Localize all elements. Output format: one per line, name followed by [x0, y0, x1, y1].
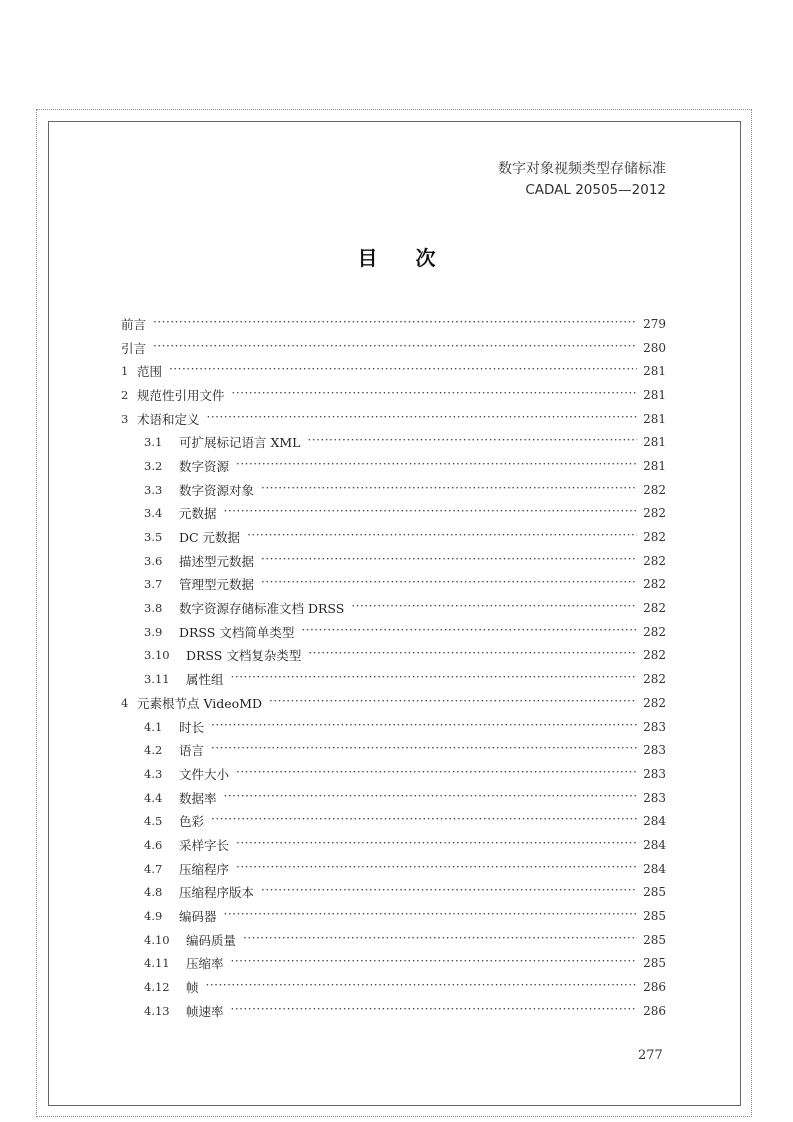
- toc-entry[interactable]: [121, 833, 666, 857]
- toc-entry[interactable]: [121, 809, 666, 833]
- toc-entry-page: 283: [643, 790, 666, 805]
- toc-entry-number: 4.11: [144, 956, 170, 971]
- toc-entry-page: 282: [643, 530, 666, 545]
- toc-entry-page: 282: [643, 695, 666, 710]
- toc-heading: 目次: [357, 246, 474, 270]
- toc-entry-label: 元数据: [179, 506, 217, 522]
- toc-entry[interactable]: [121, 644, 666, 668]
- toc-entry-page: 286: [643, 980, 666, 995]
- toc-entry-label: 前言: [121, 316, 147, 332]
- toc-dot-leader: [243, 933, 637, 947]
- toc-entry-page: 285: [643, 885, 666, 900]
- toc-entry-page: 283: [643, 719, 666, 734]
- toc-entry[interactable]: [121, 904, 666, 928]
- toc-entry-page: 282: [643, 648, 666, 663]
- toc-dot-leader: [261, 483, 637, 497]
- toc-entry-page: 281: [643, 364, 666, 379]
- toc-entry-page: 282: [643, 624, 666, 639]
- toc-dot-leader: [236, 459, 637, 473]
- toc-dot-leader: [269, 696, 637, 710]
- toc-entry-page: 285: [643, 932, 666, 947]
- toc-entry-label: 管理型元数据: [179, 577, 255, 593]
- toc-dot-leader: [261, 885, 637, 899]
- toc-dot-leader: [224, 909, 637, 923]
- toc-dot-leader: [351, 601, 637, 615]
- toc-dot-leader: [231, 1004, 637, 1018]
- toc-entry[interactable]: [121, 359, 666, 383]
- toc-entry[interactable]: [121, 786, 666, 810]
- toc-entry[interactable]: [121, 975, 666, 999]
- toc-dot-leader: [224, 506, 637, 520]
- toc-entry-label: 数字资源存储标准文档 DRSS: [179, 601, 345, 617]
- toc-entry[interactable]: [121, 667, 666, 691]
- toc-entry-label: 文件大小: [179, 766, 230, 782]
- toc-entry[interactable]: [121, 596, 666, 620]
- toc-entry-number: 3.2: [144, 458, 163, 473]
- toc-entry[interactable]: [121, 383, 666, 407]
- toc-entry-number: 4.13: [144, 1003, 170, 1018]
- toc-entry[interactable]: [121, 691, 666, 715]
- document-header: [498, 158, 666, 200]
- toc-entry-page: 285: [643, 956, 666, 971]
- toc-entry-page: 283: [643, 766, 666, 781]
- toc-dot-leader: [301, 625, 637, 639]
- toc-entry[interactable]: [121, 857, 666, 881]
- toc-entry-page: 281: [643, 435, 666, 450]
- toc-dot-leader: [231, 672, 637, 686]
- toc-entry-page: 280: [643, 340, 666, 355]
- toc-entry-number: 4.5: [144, 814, 163, 829]
- toc-entry-number: 4: [121, 695, 129, 710]
- toc-dot-leader: [153, 341, 637, 355]
- toc-entry[interactable]: [121, 430, 666, 454]
- toc-dot-leader: [236, 767, 637, 781]
- toc-entry-number: 3.8: [144, 601, 163, 616]
- toc-dot-leader: [211, 720, 637, 734]
- toc-entry-label: 属性组: [186, 672, 224, 688]
- toc-entry-label: 数据率: [179, 790, 217, 806]
- toc-dot-leader: [236, 838, 637, 852]
- toc-entry-page: 282: [643, 482, 666, 497]
- toc-entry-number: 3.1: [144, 435, 163, 450]
- toc-entry-number: 4.7: [144, 861, 163, 876]
- toc-entry-number: 4.1: [144, 719, 163, 734]
- toc-entry-label: 引言: [121, 340, 147, 356]
- toc-entry-number: 4.4: [144, 790, 163, 805]
- toc-entry-number: 3.4: [144, 506, 163, 521]
- toc-entry-number: 4.9: [144, 909, 163, 924]
- toc-entry[interactable]: [121, 454, 666, 478]
- toc-entry[interactable]: [121, 549, 666, 573]
- toc-dot-leader: [232, 388, 637, 402]
- toc-entry-page: 279: [643, 316, 666, 331]
- toc-entry-label: DRSS 文档简单类型: [179, 624, 295, 640]
- standard-code: CADAL 20505—2012: [525, 182, 666, 198]
- toc-entry-page: 282: [643, 601, 666, 616]
- toc-entry-label: 术语和定义: [137, 411, 200, 427]
- toc-entry-page: 282: [643, 577, 666, 592]
- toc-entry-label: 编码质量: [186, 932, 237, 948]
- toc-entry-label: 描述型元数据: [179, 553, 255, 569]
- toc-entry-page: 286: [643, 1003, 666, 1018]
- table-of-contents: [121, 312, 666, 1023]
- toc-entry[interactable]: [121, 502, 666, 526]
- toc-entry[interactable]: [121, 738, 666, 762]
- toc-entry-label: 可扩展标记语言 XML: [179, 435, 301, 451]
- toc-entry-number: 4.2: [144, 743, 163, 758]
- toc-entry-number: 3.11: [144, 672, 170, 687]
- toc-entry-number: 2: [121, 387, 129, 402]
- toc-entry-label: 范围: [137, 364, 163, 380]
- toc-entry-label: 规范性引用文件: [137, 387, 225, 403]
- toc-entry-page: 283: [643, 743, 666, 758]
- toc-entry[interactable]: [121, 881, 666, 905]
- toc-entry[interactable]: [121, 336, 666, 360]
- toc-entry-number: 4.3: [144, 766, 163, 781]
- toc-entry-label: 元素根节点 VideoMD: [137, 695, 263, 711]
- page-number: 277: [638, 1048, 663, 1063]
- toc-entry-number: 3.3: [144, 482, 163, 497]
- toc-entry-label: 编码器: [179, 909, 217, 925]
- toc-entry-label: 色彩: [179, 814, 205, 830]
- toc-entry-number: 4.8: [144, 885, 163, 900]
- toc-entry-number: 3: [121, 411, 129, 426]
- toc-entry-label: 语言: [179, 743, 205, 759]
- toc-entry-label: 压缩率: [186, 956, 224, 972]
- toc-entry-label: DRSS 文档复杂类型: [186, 648, 302, 664]
- toc-entry[interactable]: [121, 525, 666, 549]
- toc-dot-leader: [308, 648, 637, 662]
- toc-entry[interactable]: [121, 573, 666, 597]
- toc-dot-leader: [307, 435, 637, 449]
- toc-entry-number: 1: [121, 364, 129, 379]
- toc-entry-label: 帧: [186, 980, 199, 996]
- toc-entry-number: 3.9: [144, 624, 163, 639]
- toc-entry-number: 3.5: [144, 530, 163, 545]
- toc-entry[interactable]: [121, 407, 666, 431]
- toc-entry-page: 281: [643, 411, 666, 426]
- toc-dot-leader: [207, 412, 637, 426]
- toc-entry-label: 采样字长: [179, 837, 230, 853]
- toc-entry-label: DC 元数据: [179, 530, 241, 546]
- toc-entry-page: 284: [643, 837, 666, 852]
- toc-entry[interactable]: [121, 999, 666, 1023]
- toc-entry-number: 3.6: [144, 553, 163, 568]
- toc-dot-leader: [231, 956, 637, 970]
- toc-entry[interactable]: [121, 478, 666, 502]
- toc-entry-label: 数字资源: [179, 458, 230, 474]
- toc-dot-leader: [261, 577, 637, 591]
- toc-entry-page: 282: [643, 672, 666, 687]
- toc-dot-leader: [206, 980, 637, 994]
- toc-entry[interactable]: [121, 952, 666, 976]
- toc-entry-page: 284: [643, 861, 666, 876]
- toc-dot-leader: [261, 554, 637, 568]
- toc-dot-leader: [211, 743, 637, 757]
- toc-entry-number: 3.7: [144, 577, 163, 592]
- toc-entry[interactable]: [121, 715, 666, 739]
- toc-entry[interactable]: [121, 762, 666, 786]
- toc-entry-page: 285: [643, 909, 666, 924]
- toc-dot-leader: [247, 530, 637, 544]
- toc-dot-leader: [169, 364, 637, 378]
- toc-entry-label: 帧速率: [186, 1003, 224, 1019]
- toc-entry-page: 284: [643, 814, 666, 829]
- toc-entry-page: 281: [643, 387, 666, 402]
- toc-entry-number: 4.12: [144, 980, 170, 995]
- toc-entry-page: 282: [643, 553, 666, 568]
- toc-entry-label: 时长: [179, 719, 205, 735]
- toc-entry-label: 压缩程序: [179, 861, 230, 877]
- standard-title: 数字对象视频类型存储标准: [498, 161, 666, 177]
- toc-dot-leader: [153, 317, 637, 331]
- toc-dot-leader: [224, 791, 637, 805]
- toc-entry-number: 4.10: [144, 932, 170, 947]
- toc-entry-page: 281: [643, 458, 666, 473]
- toc-entry[interactable]: [121, 620, 666, 644]
- toc-entry[interactable]: [121, 312, 666, 336]
- toc-entry-page: 282: [643, 506, 666, 521]
- toc-entry-number: 3.10: [144, 648, 170, 663]
- toc-entry-number: 4.6: [144, 837, 163, 852]
- toc-entry[interactable]: [121, 928, 666, 952]
- toc-dot-leader: [236, 862, 637, 876]
- toc-entry-label: 压缩程序版本: [179, 885, 255, 901]
- toc-dot-leader: [211, 814, 637, 828]
- toc-entry-label: 数字资源对象: [179, 482, 255, 498]
